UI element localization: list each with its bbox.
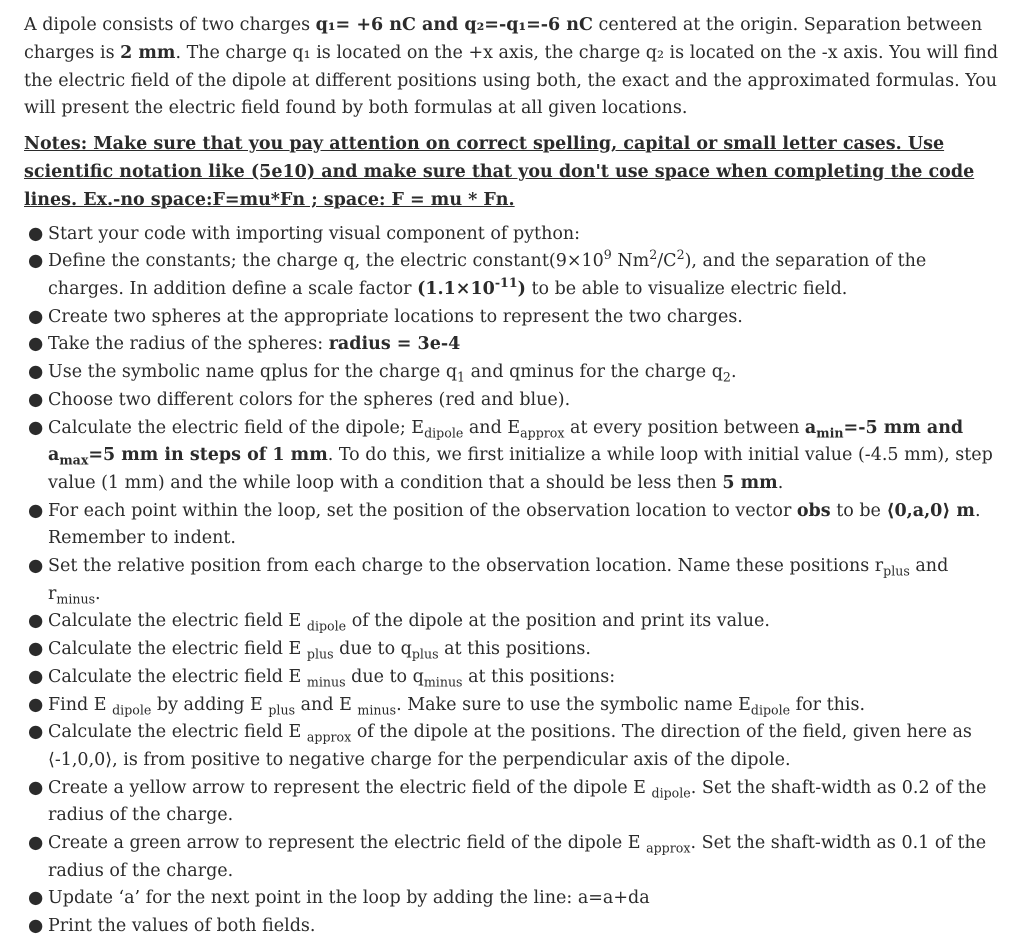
bullet-icon: ● <box>28 777 44 798</box>
list-item <box>24 387 1006 415</box>
item-text: Update ‘a’ for the next point in the loop by adding the line: a=a+da <box>48 888 650 909</box>
item-text: Find E <box>48 694 113 715</box>
bullet-icon: ● <box>28 611 44 632</box>
list-item <box>24 415 1006 498</box>
subscript: minus <box>423 674 463 690</box>
item-text: at every position between <box>564 417 805 438</box>
item-text: . Set the shaft-width as 0.1 of the radius of the charge. <box>48 833 987 881</box>
item-text: Create two spheres at the appropriate locations to represent the two charges. <box>48 306 743 327</box>
item-text: Start your code with importing visual component of python: <box>48 223 581 244</box>
item-text: and qminus for the charge q <box>465 362 723 383</box>
item-text: for this. <box>790 694 866 715</box>
subscript: minus <box>56 591 96 607</box>
intro-text-1: A dipole consists of two charges <box>24 15 316 35</box>
superscript: 2 <box>649 247 658 263</box>
item-text: For each point within the loop, set the position of the observation location to vector <box>48 500 797 521</box>
item-text: . Make sure to use the symbolic name E <box>396 694 751 715</box>
subscript: approx <box>646 840 691 856</box>
notes-paragraph: Notes: Make sure that you pay attention on correct spelling, capital or small letter cases. Use scientific notation like (5e10) and make sure that you don't use space when completing the code lines. Ex.-no space:F=mu*Fn ; space: F = mu * Fn. <box>24 134 975 210</box>
bullet-icon: ● <box>28 556 44 577</box>
item-text: Calculate the electric field E <box>48 611 307 632</box>
item-text: by adding E <box>151 694 269 715</box>
subscript: plus <box>306 646 334 662</box>
subscript: 1 <box>457 369 466 385</box>
subscript: dipole <box>750 702 791 718</box>
bullet-icon: ● <box>28 833 44 854</box>
intro-text-2: centered at the origin. Separation between charges is <box>24 15 983 63</box>
subscript: dipole <box>112 702 152 718</box>
item-text: . To do this, we first initialize a while loop with initial value (-4.5 mm), step value (1 mm) and the while loop with a condition that a should be less then <box>48 445 993 493</box>
list-item <box>24 830 1006 885</box>
subscript: max <box>59 452 89 468</box>
subscript: approx <box>306 729 352 745</box>
item-text: . <box>95 583 101 604</box>
range-bold: a <box>804 417 817 438</box>
scale-factor: (1.1×10 <box>417 278 495 299</box>
item-text: at this positions: <box>462 666 616 687</box>
item-text: ), and the separation of the charges. In addition define a scale factor <box>48 251 927 299</box>
list-item <box>24 775 1006 830</box>
subscript: dipole <box>651 785 691 801</box>
radius-value: radius = 3e-4 <box>328 334 461 355</box>
range-bold: =-5 mm and a <box>48 417 964 466</box>
item-text: . Set the shaft-width as 0.2 of the radius of the charge. <box>48 777 987 826</box>
list-item <box>24 885 1006 913</box>
list-item <box>24 692 1006 720</box>
list-item <box>24 636 1006 664</box>
subscript: dipole <box>424 425 464 440</box>
charges-values: q₁= +6 nC and q₂=-q₁=-6 nC <box>315 15 593 35</box>
bullet-icon: ● <box>28 888 44 909</box>
item-text: Take the radius of the spheres: <box>48 334 329 355</box>
range-bold: =5 mm in steps of 1 mm <box>88 445 328 466</box>
item-text: . <box>777 472 784 493</box>
superscript: 2 <box>676 247 685 263</box>
list-item <box>24 248 1006 303</box>
bullet-icon: ● <box>28 694 44 715</box>
item-text: . Remember to indent. <box>48 500 981 549</box>
list-item <box>24 359 1006 387</box>
superscript: 9 <box>603 247 612 263</box>
bullet-icon: ● <box>28 334 44 355</box>
subscript: minus <box>306 674 346 690</box>
subscript: minus <box>357 702 397 718</box>
item-text: Set the relative position from each charge to the observation location. Name these positions r <box>48 556 884 577</box>
item-text: Choose two different colors for the spheres (red and blue). <box>48 389 571 410</box>
bullet-icon: ● <box>28 306 44 327</box>
list-item <box>24 913 1006 941</box>
list-item <box>24 304 1006 332</box>
item-text: of the dipole at the positions. The direction of the field, given here as ⟨-1,0,0⟩, is from positive to negative charge for the perpendicular axis of the dipole. <box>48 722 972 770</box>
item-text: due to q <box>333 639 412 660</box>
bullet-icon: ● <box>28 389 44 410</box>
intro-paragraph <box>24 12 1006 123</box>
item-text: Create a green arrow to represent the electric field of the dipole E <box>48 833 647 854</box>
item-text: and E <box>295 694 358 715</box>
bullet-icon: ● <box>28 500 44 521</box>
item-text: /C <box>657 251 677 272</box>
item-text: Define the constants; the charge q, the electric constant(9×10 <box>48 251 604 272</box>
item-text: and E <box>463 417 521 438</box>
subscript: 2 <box>722 369 731 385</box>
list-item <box>24 221 1006 249</box>
item-text: and r <box>48 556 949 604</box>
list-item <box>24 664 1006 692</box>
list-item <box>24 331 1006 359</box>
list-item <box>24 719 1006 774</box>
item-text: Nm <box>611 251 650 272</box>
bullet-icon: ● <box>28 639 44 660</box>
scale-factor-close: ) <box>517 278 526 299</box>
subscript: plus <box>268 702 296 718</box>
bullet-icon: ● <box>28 666 44 687</box>
subscript: plus <box>883 563 910 579</box>
item-text: Calculate the electric field E <box>48 666 307 687</box>
limit-bold: 5 mm <box>722 472 778 493</box>
item-text: Calculate the electric field of the dipole; E <box>48 417 425 438</box>
bullet-icon: ● <box>28 916 44 937</box>
item-text: . <box>730 362 737 383</box>
subscript: dipole <box>306 618 347 634</box>
bullet-icon: ● <box>28 362 44 383</box>
subscript: plus <box>411 646 439 662</box>
subscript: approx <box>520 425 565 440</box>
item-text: to be <box>830 500 887 521</box>
instruction-list <box>24 221 1006 941</box>
item-text: to be able to visualize electric field. <box>525 278 848 299</box>
obs-bold: obs <box>796 500 831 521</box>
item-text: Use the symbolic name qplus for the charge q <box>48 362 458 383</box>
subscript: min <box>816 425 844 440</box>
bullet-icon: ● <box>28 417 44 438</box>
list-item <box>24 498 1006 553</box>
item-text: Calculate the electric field E <box>48 722 307 743</box>
bullet-icon: ● <box>28 223 44 244</box>
list-item <box>24 553 1006 608</box>
list-item <box>24 608 1006 636</box>
item-text: Calculate the electric field E <box>48 639 307 660</box>
bullet-icon: ● <box>28 722 44 743</box>
item-text: of the dipole at the position and print its value. <box>346 611 770 632</box>
bullet-icon: ● <box>28 251 44 272</box>
item-text: due to q <box>345 666 424 687</box>
vector-bold: ⟨0,a,0⟩ m <box>886 500 975 521</box>
separation-value: 2 mm <box>120 42 176 63</box>
item-text: Create a yellow arrow to represent the electric field of the dipole E <box>48 777 652 798</box>
intro-text-3: . The charge q₁ is located on the +x axis, the charge q₂ is located on the -x axis. You will find the electric field of the dipole at different positions using both, the exact and the approximated formulas. You will present the electric field found by both formulas at all given locations. <box>24 42 999 119</box>
item-text: Print the values of both fields. <box>48 916 316 937</box>
superscript: -11 <box>494 275 518 291</box>
item-text: at this positions. <box>438 639 591 660</box>
